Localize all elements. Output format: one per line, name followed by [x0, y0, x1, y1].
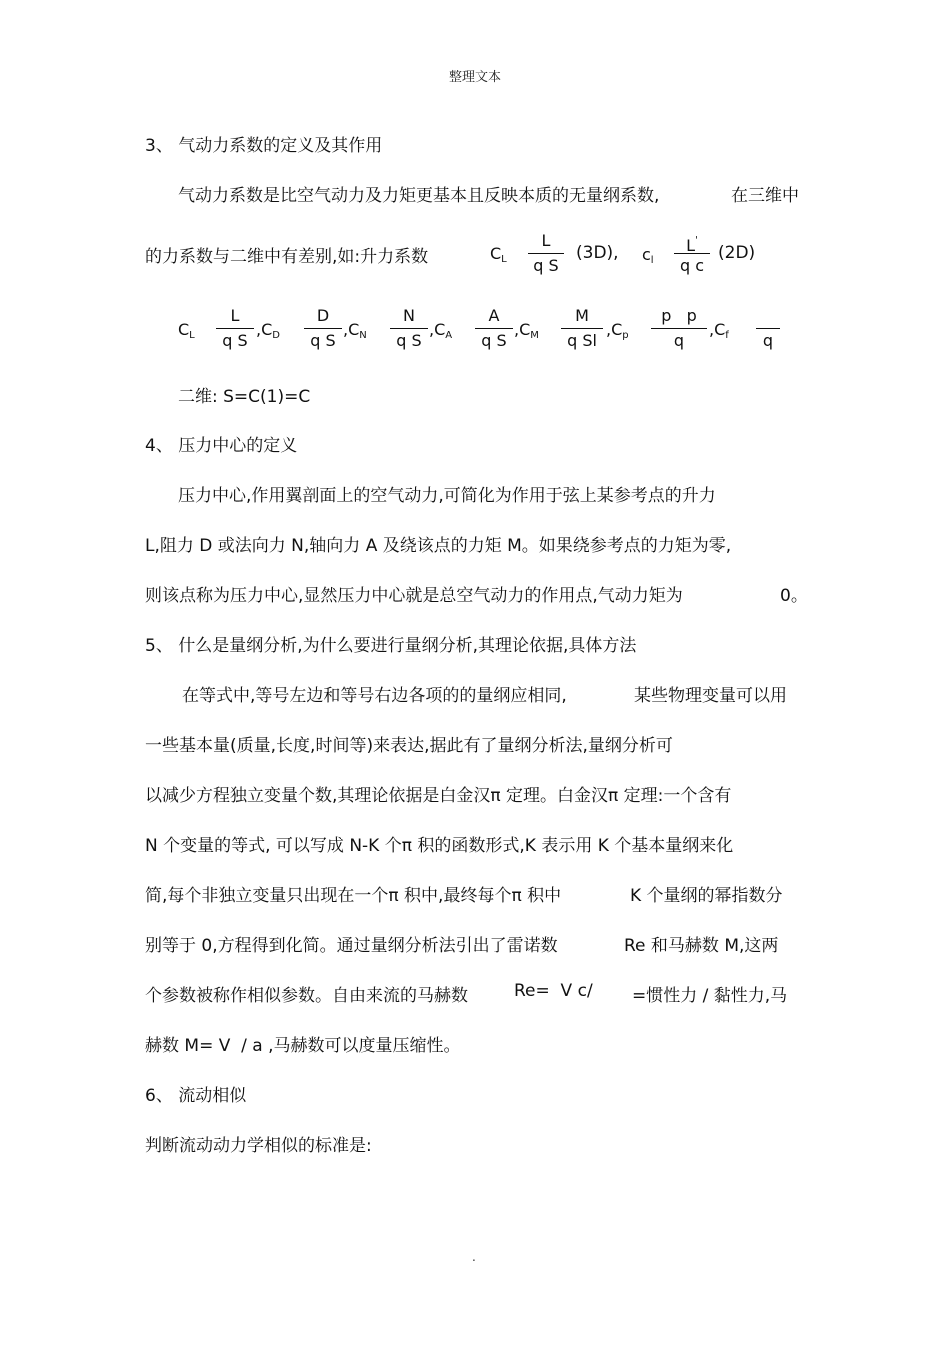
fraction-numerator: D: [316, 306, 330, 325]
section-3-heading: 3、 气动力系数的定义及其作用: [145, 136, 383, 156]
section-5-paragraph-line-1b: 某些物理变量可以用: [634, 686, 787, 706]
fraction-numerator: p p: [661, 306, 697, 325]
section-5-paragraph-line-5a: 简,每个非独立变量只出现在一个π 积中,最终每个π 积中: [145, 886, 562, 906]
lift-fraction-2d: [674, 231, 710, 276]
section-3-paragraph-line-1a: 气动力系数是比空气动力及力矩更基本且反映本质的无量纲系数,: [178, 186, 660, 206]
footer-mark: .: [472, 1250, 476, 1264]
section-6-paragraph-line-1: 判断流动动力学相似的标准是:: [145, 1136, 372, 1156]
coef-cm-fraction: [561, 306, 603, 351]
fraction-bar: [528, 253, 564, 254]
page-header: 整理文本: [448, 70, 501, 85]
fraction-numerator: L: [230, 306, 240, 325]
section-4-paragraph-line-3a: 则该点称为压力中心,显然压力中心就是总空气动力的作用点,气动力矩为: [145, 586, 683, 606]
section-5-paragraph-line-1a: 在等式中,等号左边和等号右边各项的的量纲应相同,: [182, 686, 567, 706]
fraction-bar: [475, 328, 513, 329]
coef-cd-fraction: [304, 306, 342, 351]
fraction-denominator: q S: [222, 331, 248, 350]
fraction-numerator: M: [575, 306, 589, 325]
coef-cn-fraction: [390, 306, 428, 351]
section-3-paragraph-line-1b: 在三维中: [731, 186, 799, 206]
section-5-heading: 5、 什么是量纲分析,为什么要进行量纲分析,其理论依据,具体方法: [145, 636, 637, 656]
fraction-bar: [756, 328, 780, 329]
section-6-heading: 6、 流动相似: [145, 1086, 247, 1106]
fraction-denominator: q: [673, 331, 685, 350]
section-5-paragraph-line-5b: K 个量纲的幂指数分: [630, 886, 783, 906]
fraction-denominator: q: [762, 331, 774, 350]
fraction-bar: [390, 328, 428, 329]
fraction-denominator: q S: [310, 331, 336, 350]
coef-cl-fraction: [216, 306, 254, 351]
section-5-paragraph-line-6a: 别等于 0,方程得到化简。通过量纲分析法引出了雷诺数: [145, 936, 558, 956]
fraction-denominator: q S: [396, 331, 422, 350]
coef-cm-symbol: $,C_M$: [514, 320, 539, 341]
coef-ca-fraction: [475, 306, 513, 351]
coef-ca-symbol: $,C_A$: [429, 320, 453, 341]
fraction-numerator: L: [541, 231, 551, 250]
section-3-2d-line: 二维: S=C(1)=C: [178, 387, 311, 407]
fraction-numerator: L': [686, 235, 698, 255]
coef-cf-fraction: [756, 306, 780, 351]
section-3-paragraph-line-2: 的力系数与二维中有差别,如:升力系数: [145, 247, 429, 267]
tag-3d: (3D),: [576, 243, 619, 263]
fraction-denominator: q Sl: [567, 331, 597, 350]
section-4-paragraph-line-1: 压力中心,作用翼剖面上的空气动力,可简化为作用于弦上某参考点的升力: [178, 486, 716, 506]
fraction-denominator: q S: [533, 256, 559, 275]
fraction-bar: [651, 328, 707, 329]
section-5-paragraph-line-6b: Re 和马赫数 M,这两: [624, 936, 779, 956]
coef-cp-symbol: $,C_p$: [606, 320, 629, 341]
section-4-paragraph-line-3b: 0。: [780, 586, 808, 606]
fraction-denominator: q c: [679, 256, 705, 275]
coef-cp-fraction: [651, 306, 707, 351]
fraction-bar: [304, 328, 342, 329]
section-4-heading: 4、 压力中心的定义: [145, 436, 298, 456]
section-5-paragraph-line-2: 一些基本量(质量,长度,时间等)来表达,据此有了量纲分析法,量纲分析可: [145, 736, 673, 756]
cl2-symbol: $c_l$: [642, 245, 654, 266]
section-5-paragraph-line-7c: =惯性力 / 黏性力,马: [632, 986, 788, 1006]
cl-symbol: $C_L$: [490, 244, 507, 265]
fraction-bar: [561, 328, 603, 329]
coef-cd-symbol: $,C_D$: [256, 320, 280, 341]
section-5-paragraph-line-8: 赫数 M= V / a ,马赫数可以度量压缩性。: [145, 1036, 461, 1056]
tag-2d: (2D): [718, 243, 756, 263]
section-5-paragraph-line-7b: Re= V c/: [514, 981, 593, 1001]
section-5-paragraph-line-4: N 个变量的等式, 可以写成 N-K 个π 积的函数形式,K 表示用 K 个基本量纲来化: [145, 836, 734, 856]
fraction-numerator: A: [488, 306, 500, 325]
section-4-paragraph-line-2: L,阻力 D 或法向力 N,轴向力 A 及绕该点的力矩 M。如果绕参考点的力矩为零,: [145, 536, 732, 556]
fraction-numerator: N: [403, 306, 415, 325]
fraction-numerator: [756, 306, 780, 326]
coef-cn-symbol: $,C_N$: [343, 320, 367, 341]
section-5-paragraph-line-7a: 个参数被称作相似参数。自由来流的马赫数: [145, 986, 468, 1006]
coef-cf-symbol: $,C_f$: [709, 320, 729, 341]
lift-fraction-3d: [528, 231, 564, 276]
section-5-paragraph-line-3: 以减少方程独立变量个数,其理论依据是白金汉π 定理。白金汉π 定理:一个含有: [145, 786, 732, 806]
fraction-denominator: q S: [481, 331, 507, 350]
fraction-bar: [216, 328, 254, 329]
coef-cl-symbol: $C_L$: [178, 320, 195, 341]
